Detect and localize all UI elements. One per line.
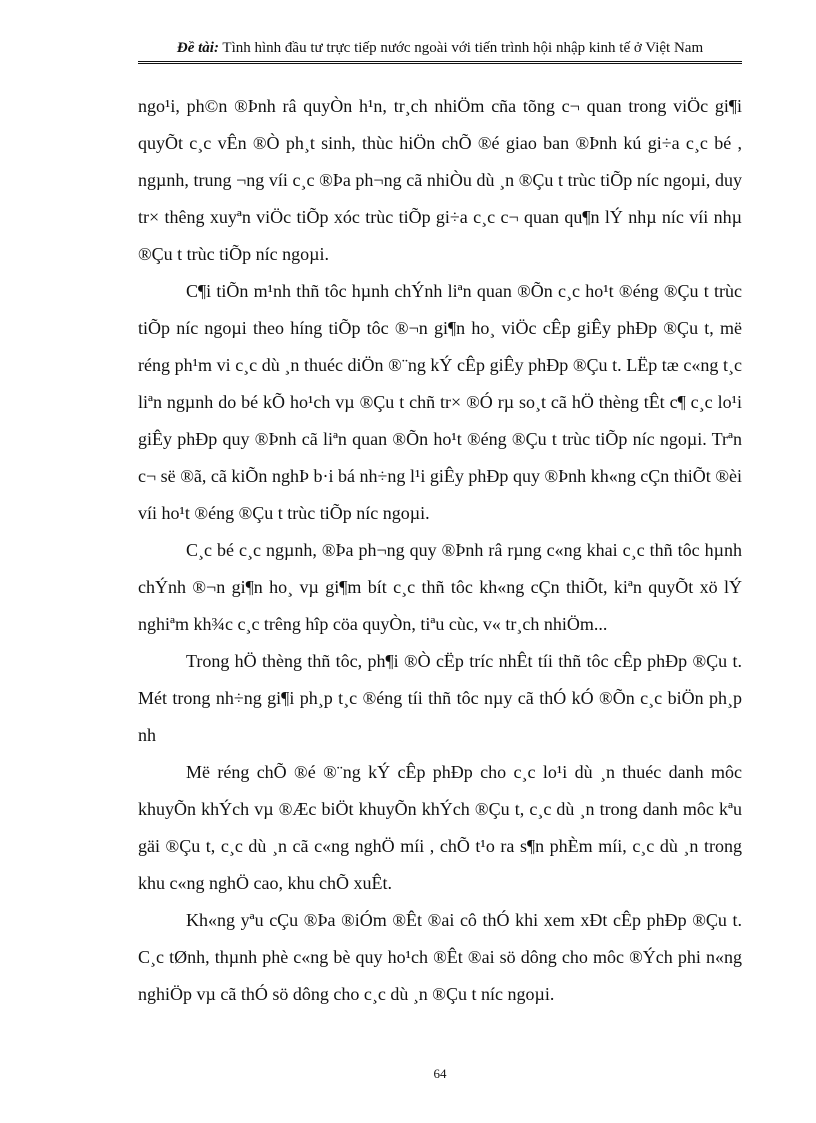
header-divider [138, 61, 742, 64]
page-number: 64 [433, 1066, 447, 1081]
paragraph-2: C¶i tiÕn m¹nh thñ tôc hµnh chÝnh liªn quan ®Õn c¸c ho¹t ®éng ®Çu t trùc tiÕp níc ngoµi theo híng tiÕp tôc ®¬n gi¶n ho¸ viÖc cÊp giÊy phÐp ®Çu t, më réng ph¹m vi c¸c dù ¸n thuéc diÖn ®¨ng kÝ cÊp giÊy phÐp ®Çu t. LËp tæ c«ng t¸c liªn ngµnh do bé kÕ ho¹ch vµ ®Çu t chñ tr× ®Ó rµ so¸t cã hÖ thèng tÊt c¶ c¸c lo¹i giÊy phÐp quy ®Þnh cã liªn quan ®Õn ho¹t ®éng ®Çu t trùc tiÕp níc ngoµi. Trªn c¬ së ®ã, cã kiÕn nghÞ b·i bá nh÷ng l¹i giÊy phÐp quy ®Þnh kh«ng cÇn thiÕt ®èi víi ho¹t ®éng ®Çu t trùc tiÕp níc ngoµi. [138, 281, 742, 523]
paragraph-1: ngo¹i, ph©n ®Þnh râ quyÒn h¹n, tr¸ch nhiÖm cña tõng c¬ quan trong viÖc gi¶i quyÕt c¸c vÊn ®Ò ph¸t sinh, thùc hiÖn chÕ ®é giao ban ®Þnh kú gi÷a c¸c bé , ngµnh, trung ¬ng víi c¸c ®Þa ph¬ng cã nhiÒu dù ¸n ®Çu t trùc tiÕp níc ngoµi, duy tr× thêng xuyªn viÖc tiÕp xóc trùc tiÕp gi÷a c¸c c¬ quan qu¶n lÝ nhµ níc víi nhµ ®Çu t trùc tiÕp níc ngoµi. [138, 96, 742, 264]
header-title: Tình hình đầu tư trực tiếp nước ngoài với tiến trình hội nhập kinh tế ở Việt Nam [218, 40, 704, 56]
paragraph-3: C¸c bé c¸c ngµnh, ®Þa ph¬ng quy ®Þnh râ rµng c«ng khai c¸c thñ tôc hµnh chÝnh ®¬n gi¶n ho¸ vµ gi¶m bít c¸c thñ tôc kh«ng cÇn thiÕt, kiªn quyÕt xö lÝ nghiªm kh¾c c¸c trêng hîp cöa quyÒn, tiªu cùc, v« tr¸ch nhiÖm... [138, 540, 742, 634]
running-header [138, 40, 742, 57]
paragraph-6: Kh«ng yªu cÇu ®Þa ®iÓm ®Êt ®ai cô thÓ khi xem xÐt cÊp phÐp ®Çu t. C¸c tØnh, thµnh phè c«ng bè quy ho¹ch ®Êt ®ai sö dông cho môc ®Ých phi n«ng nghiÖp vµ cã thÓ sö dông cho c¸c dù ¸n ®Çu t níc ngoµi. [138, 910, 742, 1004]
paragraph-4: Trong hÖ thèng thñ tôc, ph¶i ®Ò cËp tríc nhÊt tíi thñ tôc cÊp phÐp ®Çu t. Mét trong nh÷ng gi¶i ph¸p t¸c ®éng tíi thñ tôc nµy cã thÓ kÓ ®Õn c¸c biÖn ph¸p nh [138, 651, 742, 745]
body-text [138, 88, 742, 1013]
paragraph-5: Më réng chÕ ®é ®¨ng kÝ cÊp phÐp cho c¸c lo¹i dù ¸n thuéc danh môc khuyÕn khÝch vµ ®Æc biÖt khuyÕn khÝch ®Çu t, c¸c dù ¸n trong danh môc kªu gäi ®Çu t, c¸c dù ¸n cã c«ng nghÖ míi , chÕ t¹o ra s¶n phÈm míi, c¸c dù ¸n trong khu c«ng nghÖ cao, khu chÕ xuÊt. [138, 762, 742, 893]
header-lead: Đề tài: [176, 40, 219, 56]
